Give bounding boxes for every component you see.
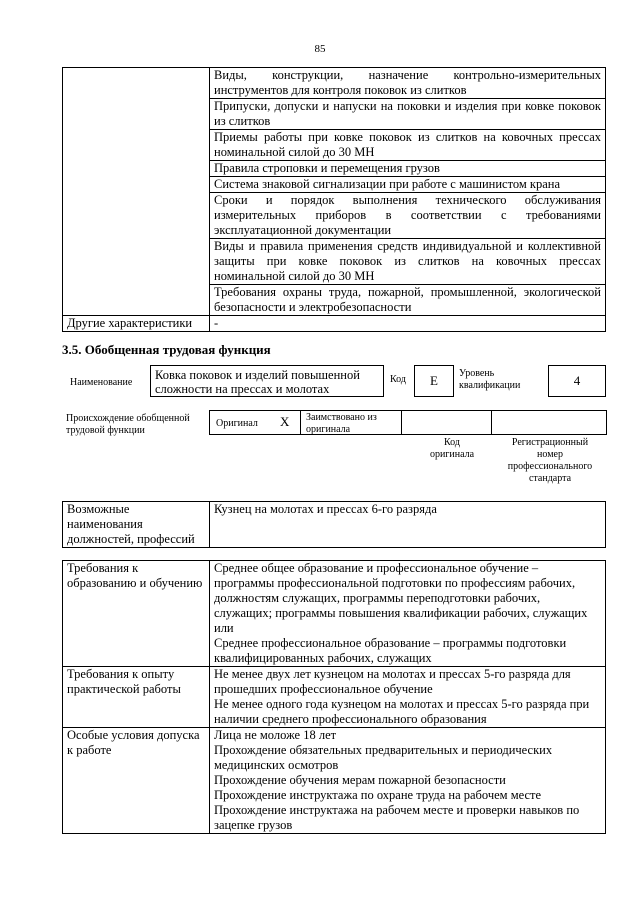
requirement-line: Среднее общее образование и профессиональное обучение – программы профессиональной подготовки по профессиям рабочих, должностям служащих, программы переподготовки рабочих, служащих; программы повышения квалификации рабочих, служащих или xyxy=(214,561,588,635)
special-conditions-label: Особые условия допуска к работе xyxy=(63,728,210,834)
borrowed-label: Заимствовано из оригинала xyxy=(306,412,377,435)
divider xyxy=(491,410,492,435)
education-label: Требования к образованию и обучению xyxy=(63,561,210,667)
table-row xyxy=(63,316,606,332)
requirements-table xyxy=(62,560,606,834)
reg-number-label: Регистрационный номер профессионального стандарта xyxy=(507,437,593,484)
function-name-box: Ковка поковок и изделий повышенной сложности на прессах и молотах xyxy=(150,365,384,397)
origin-label: Происхождение обобщенной трудовой функции xyxy=(66,413,190,436)
requirement-line: Среднее профессиональное образование – программы подготовки квалифицированных рабочих, служащих xyxy=(214,636,567,665)
original-mark: X xyxy=(280,414,290,429)
positions-label: Возможные наименования должностей, профессий xyxy=(63,502,210,548)
other-characteristics-value: - xyxy=(210,316,606,332)
name-label: Наименование xyxy=(70,377,133,388)
experience-label: Требования к опыту практической работы xyxy=(63,667,210,728)
requirement-line: Прохождение инструктажа на рабочем месте и проверки навыков по зацепке грузов xyxy=(214,803,580,832)
level-box: 4 xyxy=(548,365,606,397)
table-row xyxy=(63,68,606,99)
knowledge-item: Требования охраны труда, пожарной, промышленной, экологической безопасности и электробезопасности xyxy=(210,285,606,316)
requirement-line: Лица не моложе 18 лет xyxy=(214,728,337,742)
table-row xyxy=(63,561,606,667)
knowledge-item: Приемы работы при ковке поковок из слитков на ковочных прессах номинальной силой до 30 МН xyxy=(210,130,606,161)
knowledge-item: Система знаковой сигнализации при работе с машинистом крана xyxy=(210,177,606,193)
knowledge-label-cell xyxy=(63,68,210,316)
requirement-line: Прохождение обучения мерам пожарной безопасности xyxy=(214,773,506,787)
code-original-label: Код оригинала xyxy=(429,437,475,460)
knowledge-item: Виды, конструкции, назначение контрольно-измерительных инструментов для контроля поковок из слитков xyxy=(210,68,606,99)
other-characteristics-label: Другие характеристики xyxy=(63,316,210,332)
experience-value xyxy=(210,667,606,728)
divider xyxy=(401,410,402,435)
table-row xyxy=(63,667,606,728)
section-title: 3.5. Обобщенная трудовая функция xyxy=(62,342,271,357)
knowledge-item: Виды и правила применения средств индивидуальной и коллективной защиты при ковке поковок из слитков на ковочных прессах номинальной силой до 30 МН xyxy=(210,239,606,285)
table-row xyxy=(63,728,606,834)
table-row xyxy=(63,502,606,548)
knowledge-item: Припуски, допуски и напуски на поковки и изделия при ковке поковок из слитков xyxy=(210,99,606,130)
code-box: E xyxy=(414,365,454,397)
requirement-line: Прохождение инструктажа по охране труда на рабочем месте xyxy=(214,788,542,802)
code-label: Код xyxy=(390,374,406,385)
special-conditions-value xyxy=(210,728,606,834)
requirement-line: Не менее одного года кузнецом на молотах и прессах 5-го разряда при наличии среднего профессионального образования xyxy=(214,697,590,726)
page-number: 85 xyxy=(314,43,326,55)
requirement-line: Не менее двух лет кузнецом на молотах и прессах 5-го разряда для прошедших профессиональное обучение xyxy=(214,667,571,696)
knowledge-item: Сроки и порядок выполнения технического обслуживания измерительных приборов в соответствии с требованиями эксплуатационной документации xyxy=(210,193,606,239)
requirement-line: Прохождение обязательных предварительных и периодических медицинских осмотров xyxy=(214,743,553,772)
education-value xyxy=(210,561,606,667)
knowledge-item: Правила строповки и перемещения грузов xyxy=(210,161,606,177)
positions-table xyxy=(62,501,606,548)
knowledge-table xyxy=(62,67,606,332)
positions-value: Кузнец на молотах и прессах 6-го разряда xyxy=(210,502,606,548)
origin-grid xyxy=(209,410,607,435)
divider xyxy=(300,410,301,435)
original-label: Оригинал xyxy=(216,418,258,429)
level-label: Уровень квалификации xyxy=(459,368,521,391)
